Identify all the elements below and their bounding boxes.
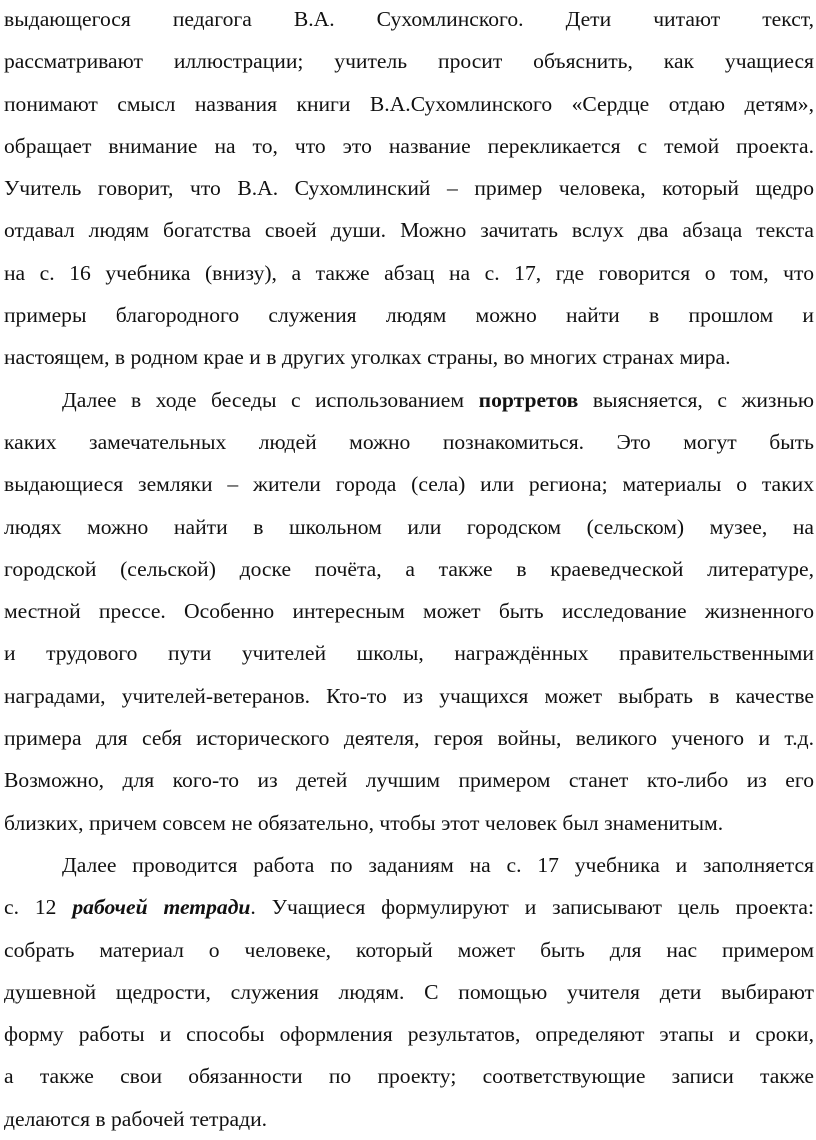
text-line: близких, причем совсем не обязательно, чтобы этот человек был знаменитым. [4, 810, 724, 835]
text-line: городской (сельской) доске почёта, а также в краеведческой литературе, [4, 556, 814, 581]
text-line [4, 886, 814, 928]
paragraph-3 [4, 844, 814, 1140]
text-line: делаются в рабочей тетради. [4, 1106, 268, 1131]
bold-italic-term-workbook: рабочей тетради [72, 895, 251, 920]
text-line: настоящем, в родном крае и в других уголках страны, во многих странах мира. [4, 345, 731, 370]
text-line: форму работы и способы оформления результатов, определяют этапы и сроки, [4, 1022, 814, 1047]
text-line: примеры благородного служения людям можно найти в прошлом и [4, 303, 814, 328]
text-line: Учитель говорит, что В.А. Сухомлинский – пример человека, который щедро [4, 176, 814, 201]
text-line: а также свои обязанности по проекту; соответствующие записи также [4, 1064, 814, 1089]
text-line: понимают смысл названия книги В.А.Сухомлинского «Сердце отдаю детям», [4, 91, 814, 116]
text-line: отдавал людям богатства своей души. Можно зачитать вслух два абзаца текста [4, 218, 814, 243]
text-line: собрать материал о человеке, который может быть для нас примером [4, 937, 814, 962]
paragraph-1 [4, 0, 814, 379]
paragraph-2 [4, 379, 814, 844]
text-run: выясняется, с жизнью [592, 387, 814, 412]
text-line: Далее проводится работа по заданиям на с. 17 учебника и заполняется [62, 852, 814, 877]
text-run: с. 12 [4, 895, 57, 920]
bold-term-portraits: портретов [478, 387, 579, 412]
text-run: Далее в ходе беседы с использованием [62, 387, 465, 412]
text-line: на с. 16 учебника (внизу), а также абзац на с. 17, где говорится о том, что [4, 260, 814, 285]
text-line: рассматривают иллюстрации; учитель просит объяснить, как учащиеся [4, 49, 814, 74]
text-line: душевной щедрости, служения людям. С помощью учителя дети выбирают [4, 979, 814, 1004]
text-line: местной прессе. Особенно интересным может быть исследование жизненного [4, 599, 814, 624]
text-line: и трудового пути учителей школы, награждённых правительственными [4, 641, 814, 666]
text-run: . Учащиеся формулируют и записывают цель проекта: [250, 895, 814, 920]
text-line: примера для себя исторического деятеля, героя войны, великого ученого и т.д. [4, 726, 814, 751]
text-line: выдающегося педагога В.А. Сухомлинского. Дети читают текст, [4, 7, 814, 31]
text-line: обращает внимание на то, что это название перекликается с темой проекта. [4, 133, 814, 158]
text-line: людях можно найти в школьном или городском (сельском) музее, на [4, 514, 814, 539]
text-line: каких замечательных людей можно познакомиться. Это могут быть [4, 429, 814, 454]
text-line: выдающиеся земляки – жители города (села) или региона; материалы о таких [4, 472, 814, 497]
text-line: Возможно, для кого-то из детей лучшим примером станет кто-либо из его [4, 768, 814, 793]
text-line [4, 379, 814, 421]
text-line: наградами, учителей-ветеранов. Кто-то из учащихся может выбрать в качестве [4, 683, 814, 708]
